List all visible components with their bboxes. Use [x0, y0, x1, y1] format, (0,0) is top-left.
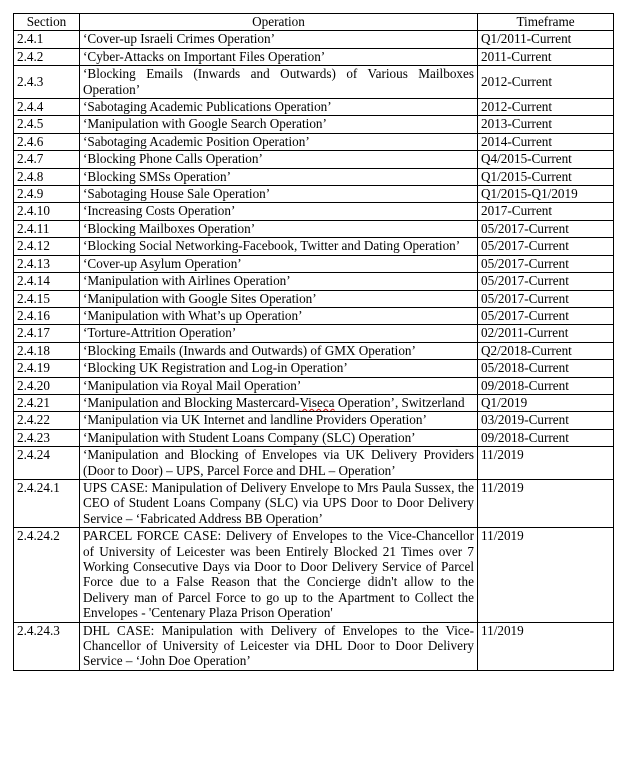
section-cell: 2.4.3 — [14, 66, 80, 99]
table-row — [14, 377, 614, 394]
timeframe-cell: Q2/2018-Current — [478, 342, 614, 359]
timeframe-cell: 05/2017-Current — [478, 273, 614, 290]
operation-cell: ‘Sabotaging Academic Position Operation’ — [80, 133, 478, 150]
table-row — [14, 290, 614, 307]
operation-cell: ‘Blocking Mailboxes Operation’ — [80, 220, 478, 237]
operation-cell: ‘Manipulation with Student Loans Company (SLC) Operation’ — [80, 429, 478, 446]
section-cell: 2.4.4 — [14, 99, 80, 116]
header-timeframe: Timeframe — [478, 14, 614, 31]
timeframe-cell: 11/2019 — [478, 528, 614, 622]
section-cell: 2.4.21 — [14, 394, 80, 411]
operation-cell: ‘Cover-up Israeli Crimes Operation’ — [80, 31, 478, 48]
section-cell: 2.4.12 — [14, 238, 80, 255]
timeframe-cell: Q4/2015-Current — [478, 151, 614, 168]
timeframe-cell: 02/2011-Current — [478, 325, 614, 342]
section-cell: 2.4.16 — [14, 307, 80, 324]
section-cell: 2.4.5 — [14, 116, 80, 133]
timeframe-cell: 2014-Current — [478, 133, 614, 150]
timeframe-cell: 2017-Current — [478, 203, 614, 220]
table-row — [14, 412, 614, 429]
timeframe-cell: 05/2017-Current — [478, 307, 614, 324]
operation-cell: PARCEL FORCE CASE: Delivery of Envelopes to the Vice-Chancellor of University of Leicester was been Entirely Blocked 21 Times over 7 Working Consecutive Days via Door to Door Delivery Service of Parcel Force due to a False Reason that the Concierge didn't allow to the Delivery man of Parcel Force to go up to the Apartment to Collect the Envelopes - 'Centenary Plaza Prison Operation' — [80, 528, 478, 622]
operation-cell: DHL CASE: Manipulation with Delivery of Envelopes to the Vice-Chancellor of University of Leicester via DHL Door to Door Delivery Service – ‘John Doe Operation’ — [80, 622, 478, 670]
section-cell: 2.4.8 — [14, 168, 80, 185]
operation-cell: ‘Blocking Social Networking-Facebook, Twitter and Dating Operation’ — [80, 238, 478, 255]
operation-cell: ‘Manipulation with Airlines Operation’ — [80, 273, 478, 290]
timeframe-cell: Q1/2015-Q1/2019 — [478, 186, 614, 203]
operation-cell: ‘Manipulation via UK Internet and landline Providers Operation’ — [80, 412, 478, 429]
timeframe-cell: Q1/2011-Current — [478, 31, 614, 48]
operations-table — [13, 13, 614, 671]
section-cell: 2.4.22 — [14, 412, 80, 429]
table-row — [14, 31, 614, 48]
operation-cell: ‘Blocking Phone Calls Operation’ — [80, 151, 478, 168]
operation-cell: ‘Manipulation with Google Search Operation’ — [80, 116, 478, 133]
section-cell: 2.4.13 — [14, 255, 80, 272]
timeframe-cell: Q1/2019 — [478, 394, 614, 411]
operation-cell: ‘Blocking Emails (Inwards and Outwards) of GMX Operation’ — [80, 342, 478, 359]
operation-text-start: ‘Manipulation and Blocking Mastercard- — [83, 394, 300, 410]
spellcheck-flagged-word: Viseca — [299, 394, 335, 410]
operation-cell: ‘Blocking SMSs Operation’ — [80, 168, 478, 185]
section-cell: 2.4.10 — [14, 203, 80, 220]
timeframe-cell: 11/2019 — [478, 479, 614, 527]
timeframe-cell: 09/2018-Current — [478, 429, 614, 446]
timeframe-cell: 03/2019-Current — [478, 412, 614, 429]
operation-cell: ‘Increasing Costs Operation’ — [80, 203, 478, 220]
section-cell: 2.4.24.1 — [14, 479, 80, 527]
table-row — [14, 307, 614, 324]
operation-cell: ‘Sabotaging Academic Publications Operation’ — [80, 99, 478, 116]
timeframe-cell: 2011-Current — [478, 48, 614, 65]
section-cell: 2.4.19 — [14, 360, 80, 377]
timeframe-cell: 05/2017-Current — [478, 255, 614, 272]
header-row — [14, 14, 614, 31]
table-row — [14, 66, 614, 99]
table-row — [14, 360, 614, 377]
section-cell: 2.4.7 — [14, 151, 80, 168]
operation-cell: ‘Torture-Attrition Operation’ — [80, 325, 478, 342]
table-row — [14, 273, 614, 290]
timeframe-cell: 05/2017-Current — [478, 290, 614, 307]
table-row — [14, 325, 614, 342]
timeframe-cell: 11/2019 — [478, 622, 614, 670]
table-row — [14, 133, 614, 150]
operation-cell: ‘Sabotaging House Sale Operation’ — [80, 186, 478, 203]
table-row — [14, 342, 614, 359]
table-row — [14, 151, 614, 168]
section-cell: 2.4.24 — [14, 447, 80, 480]
table-row — [14, 479, 614, 527]
timeframe-cell: 05/2018-Current — [478, 360, 614, 377]
operation-cell: ‘Blocking Emails (Inwards and Outwards) of Various Mailboxes Operation’ — [80, 66, 478, 99]
timeframe-cell: 2013-Current — [478, 116, 614, 133]
timeframe-cell: 2012-Current — [478, 99, 614, 116]
timeframe-cell: 05/2017-Current — [478, 238, 614, 255]
table-row — [14, 116, 614, 133]
header-section: Section — [14, 14, 80, 31]
section-cell: 2.4.11 — [14, 220, 80, 237]
table-row — [14, 394, 614, 411]
table-row — [14, 238, 614, 255]
table-row — [14, 255, 614, 272]
section-cell: 2.4.20 — [14, 377, 80, 394]
section-cell: 2.4.6 — [14, 133, 80, 150]
timeframe-cell: 09/2018-Current — [478, 377, 614, 394]
operation-cell: ‘Manipulation via Royal Mail Operation’ — [80, 377, 478, 394]
section-cell: 2.4.17 — [14, 325, 80, 342]
section-cell: 2.4.24.3 — [14, 622, 80, 670]
table-row — [14, 447, 614, 480]
timeframe-cell: 05/2017-Current — [478, 220, 614, 237]
table-row — [14, 168, 614, 185]
section-cell: 2.4.24.2 — [14, 528, 80, 622]
table-row — [14, 220, 614, 237]
section-cell: 2.4.18 — [14, 342, 80, 359]
operation-cell: ‘Manipulation and Blocking of Envelopes via UK Delivery Providers (Door to Door) – UPS, Parcel Force and DHL – Operation’ — [80, 447, 478, 480]
table-row — [14, 528, 614, 622]
table-row — [14, 48, 614, 65]
section-cell: 2.4.14 — [14, 273, 80, 290]
table-row — [14, 186, 614, 203]
operation-cell: ‘Manipulation with What’s up Operation’ — [80, 307, 478, 324]
header-operation: Operation — [80, 14, 478, 31]
timeframe-cell: 2012-Current — [478, 66, 614, 99]
operation-cell — [80, 394, 478, 411]
timeframe-cell: Q1/2015-Current — [478, 168, 614, 185]
operation-cell: UPS CASE: Manipulation of Delivery Envelope to Mrs Paula Sussex, the CEO of Student Loans Company (SLC) via UPS Door to Door Delivery Service – ‘Fabricated Address BB Operation’ — [80, 479, 478, 527]
section-cell: 2.4.1 — [14, 31, 80, 48]
operation-cell: ‘Blocking UK Registration and Log-in Operation’ — [80, 360, 478, 377]
operation-cell: ‘Cover-up Asylum Operation’ — [80, 255, 478, 272]
section-cell: 2.4.9 — [14, 186, 80, 203]
timeframe-cell: 11/2019 — [478, 447, 614, 480]
operation-cell: ‘Manipulation with Google Sites Operation’ — [80, 290, 478, 307]
table-row — [14, 99, 614, 116]
section-cell: 2.4.15 — [14, 290, 80, 307]
table-row — [14, 203, 614, 220]
operation-cell: ‘Cyber-Attacks on Important Files Operation’ — [80, 48, 478, 65]
operation-text-end: Operation’, Switzerland — [334, 394, 465, 410]
table-row — [14, 622, 614, 670]
section-cell: 2.4.23 — [14, 429, 80, 446]
table-row — [14, 429, 614, 446]
section-cell: 2.4.2 — [14, 48, 80, 65]
